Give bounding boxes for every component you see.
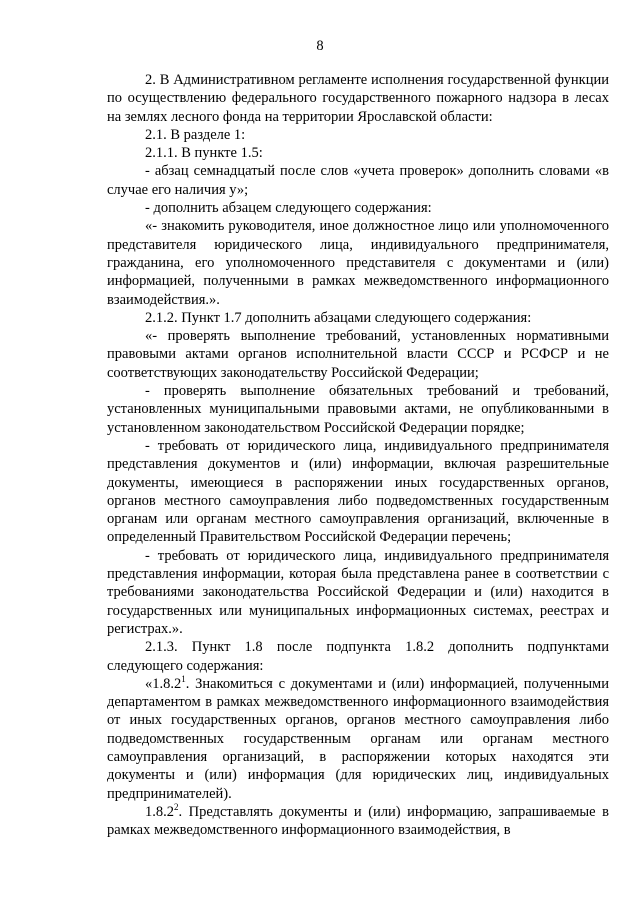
paragraph-text: . Знакомиться с документами и (или) информацией, полученными департаментом в рамках межведомственного информационного взаимодействия от иных государственных органов, органов местного самоуправления либо подведомственных государственным органам или органам местного самоуправления организаций, в распоряжении которых находятся эти документы и (или) информация (для юридических лиц, индивидуальных предпринимателей). bbox=[107, 675, 609, 802]
paragraph: - абзац семнадцатый после слов «учета проверок» дополнить словами «в случае его наличия у»; bbox=[107, 163, 609, 198]
paragraph bbox=[107, 675, 609, 803]
subclause-number: 1.8.2 bbox=[145, 803, 174, 820]
paragraph bbox=[107, 803, 609, 840]
paragraph: «- знакомить руководителя, иное должностное лицо или уполномоченного представителя юридического лица, индивидуального предпринимателя, гражданина, его уполномоченного представителя с документами и (или) информацией, полученными в рамках межведомственного информационного взаимодействия.». bbox=[107, 218, 609, 308]
document-body bbox=[107, 71, 609, 839]
paragraph: - дополнить абзацем следующего содержания: bbox=[145, 200, 432, 217]
paragraph: - требовать от юридического лица, индивидуального предпринимателя представления документов и (или) информации, включая разрешительные документы, имеющиеся в распоряжении иных государственных органов, органов местного самоуправления либо подведомственных государственным органам или органам местного самоуправления организаций, включенные в определенный Правительством Российской Федерации перечень; bbox=[107, 437, 609, 546]
paragraph: 2.1.1. В пункте 1.5: bbox=[145, 145, 263, 162]
paragraph: 2.1.3. Пункт 1.8 после подпункта 1.8.2 дополнить подпунктами следующего содержания: bbox=[107, 639, 609, 674]
paragraph: 2. В Административном регламенте исполнения государственной функции по осуществлению федерального государственного пожарного надзора в лесах на землях лесного фонда на территории Ярославской области: bbox=[107, 72, 609, 125]
paragraph: 2.1. В разделе 1: bbox=[145, 126, 246, 143]
paragraph: 2.1.2. Пункт 1.7 дополнить абзацами следующего содержания: bbox=[145, 309, 532, 326]
subclause-number: «1.8.2 bbox=[145, 675, 182, 692]
paragraph: - требовать от юридического лица, индивидуального предпринимателя представления информации, которая была представлена ранее в соответствии с требованиями законодательства Российской Федерации и (или) находится в государственных или муниципальных информационных системах, реестрах и регистрах.». bbox=[107, 547, 609, 637]
superscript-index: 2 bbox=[174, 802, 179, 813]
superscript-index: 1 bbox=[181, 673, 186, 684]
paragraph-text: . Представлять документы и (или) информацию, запрашиваемые в рамках межведомственного информационного взаимодействия, в bbox=[107, 803, 609, 839]
page-number: 8 bbox=[316, 38, 324, 54]
paragraph: «- проверять выполнение требований, установленных нормативными правовыми актами органов исполнительной власти СССР и РСФСР и не соответствующих законодательству Российской Федерации; bbox=[107, 328, 609, 381]
paragraph: - проверять выполнение обязательных требований и требований, установленных муниципальными правовыми актами, не опубликованными в установленном законодательством Российской Федерации порядке; bbox=[107, 383, 609, 436]
